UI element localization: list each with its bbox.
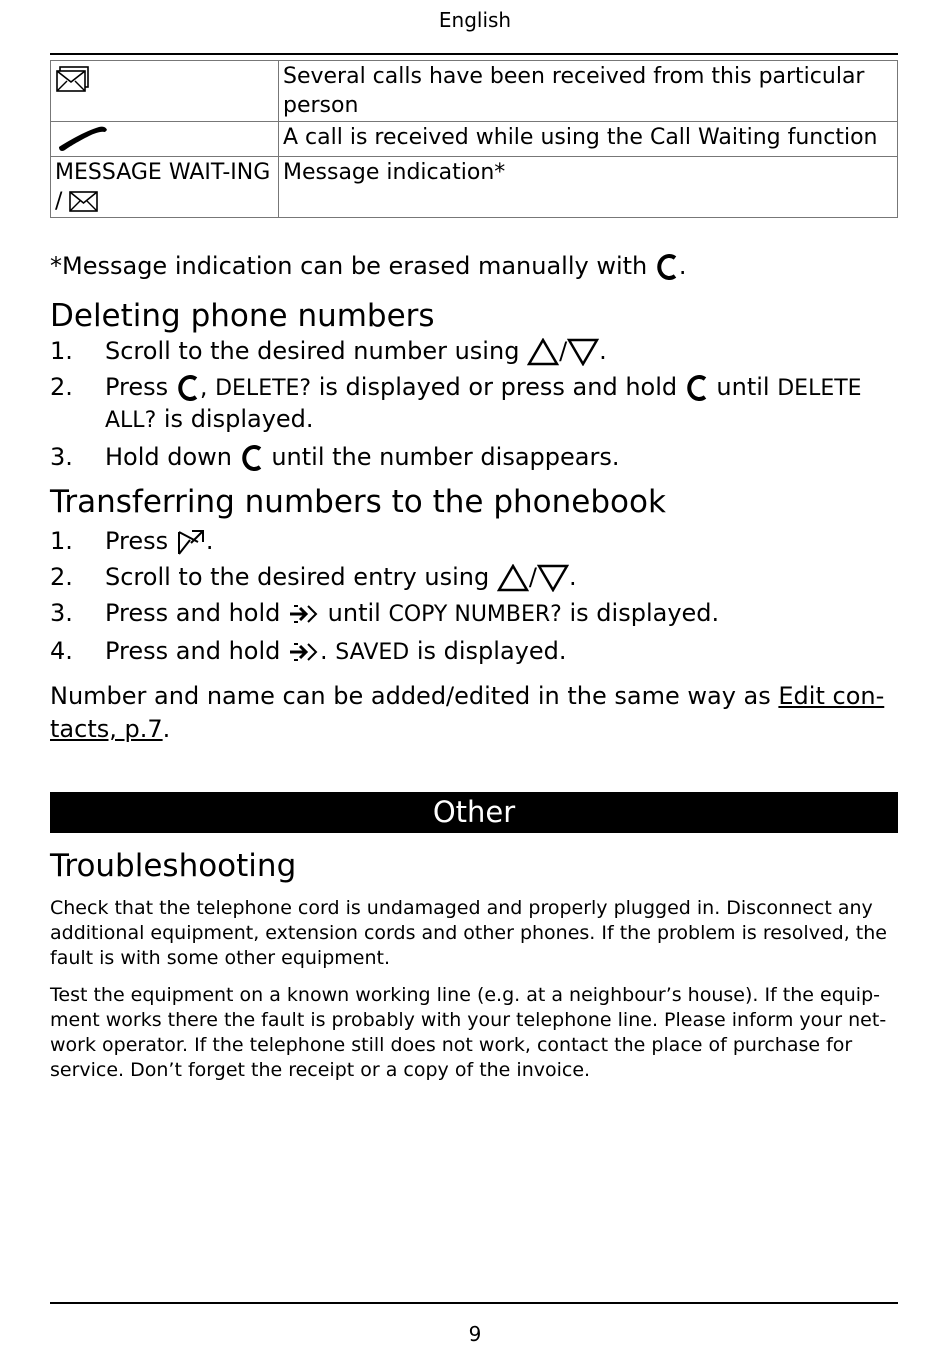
call-list-icon xyxy=(176,528,206,556)
c-key-icon xyxy=(685,373,709,403)
step-number: 1. xyxy=(50,527,73,555)
step-number: 4. xyxy=(50,637,73,665)
step-text: . xyxy=(320,637,328,665)
c-key-icon xyxy=(240,443,264,473)
footnote-text: *Message indication can be erased manually with xyxy=(50,252,648,280)
envelope-icon xyxy=(69,191,99,213)
display-text-delete-all: DELETE ALL? xyxy=(105,376,862,433)
table-cell-description: Message indication* xyxy=(279,157,898,218)
step-text: Press and hold xyxy=(105,599,281,627)
menu-ok-icon xyxy=(288,602,320,626)
list-item xyxy=(50,636,898,668)
step-number: 2. xyxy=(50,563,73,591)
table-cell-label xyxy=(51,157,279,218)
step-number: 2. xyxy=(50,373,73,401)
troubleshooting-paragraph-2: Test the equipment on a known working line (e.g. at a neighbour’s house). If the equip-ment works there the fault is probably with your telephone line. Please inform your net-work operator. If the telephone still does not work, contact the place of purchase for service. Don’t forget the receipt or a copy of the invoice. xyxy=(50,984,887,1081)
arrow-up-icon xyxy=(527,338,559,366)
heading-troubleshooting: Troubleshooting xyxy=(50,848,297,884)
edit-note-period: . xyxy=(162,715,171,743)
arrow-down-icon xyxy=(537,564,569,592)
step-text: . xyxy=(599,337,607,365)
page-number: 9 xyxy=(468,1322,482,1346)
step-text: . xyxy=(568,563,577,591)
list-item xyxy=(50,562,898,592)
footnote xyxy=(50,252,687,282)
step-text: Press xyxy=(105,373,169,401)
table-row xyxy=(51,157,898,218)
c-key-icon xyxy=(176,373,200,403)
step-text: Press xyxy=(105,527,169,555)
slash: / xyxy=(528,563,537,591)
transferring-steps xyxy=(50,526,898,674)
step-text: . xyxy=(205,527,214,555)
list-item xyxy=(50,336,898,366)
list-item xyxy=(50,372,898,436)
step-text: Scroll to the desired entry using xyxy=(105,563,490,591)
list-item xyxy=(50,526,898,556)
arrow-down-icon xyxy=(567,338,599,366)
step-number: 3. xyxy=(50,599,73,627)
step-text: is displayed. xyxy=(569,599,720,627)
section-title-bar: Other xyxy=(50,792,898,833)
step-number: 1. xyxy=(50,337,73,365)
step-text: is displayed. xyxy=(163,405,314,433)
step-text: Hold down xyxy=(105,443,233,471)
heading-deleting: Deleting phone numbers xyxy=(50,298,435,334)
display-text-delete: DELETE? xyxy=(215,376,312,401)
header-rule xyxy=(50,53,898,55)
envelope-stack-icon xyxy=(55,66,91,94)
table-row xyxy=(51,122,898,157)
footer-rule xyxy=(50,1302,898,1304)
table-cell-description: A call is received while using the Call Waiting function xyxy=(279,122,898,157)
arrow-up-icon xyxy=(497,564,529,592)
display-text-copy-number: COPY NUMBER? xyxy=(388,602,562,627)
slash: / xyxy=(559,337,568,365)
menu-ok-icon xyxy=(288,640,320,664)
step-text: , xyxy=(199,373,208,401)
c-key-icon xyxy=(655,252,679,282)
table-cell-description: Several calls have been received from this particular person xyxy=(279,61,898,122)
step-text: is displayed. xyxy=(416,637,567,665)
page-header-language: English xyxy=(438,8,512,32)
step-text: is displayed or press and hold xyxy=(318,373,678,401)
list-item xyxy=(50,442,898,473)
edit-contacts-link[interactable]: Edit con-tacts, p.7 xyxy=(50,682,885,743)
phone-handset-icon xyxy=(55,123,111,153)
heading-transferring: Transferring numbers to the phonebook xyxy=(50,484,666,520)
deleting-steps xyxy=(50,336,898,479)
edit-note-text: Number and name can be added/edited in the same way as xyxy=(50,682,771,710)
display-text-saved: SAVED xyxy=(335,640,410,665)
edit-note xyxy=(50,680,898,746)
footnote-period: . xyxy=(678,252,687,280)
step-text: until xyxy=(716,373,770,401)
table-cell-icon xyxy=(51,122,279,157)
table-cell-icon xyxy=(51,61,279,122)
list-item xyxy=(50,598,898,630)
message-waiting-label: MESSAGE WAIT-ING / xyxy=(55,160,271,214)
indicator-table xyxy=(50,60,898,218)
step-text: Scroll to the desired number using xyxy=(105,337,520,365)
step-text: until xyxy=(327,599,381,627)
step-number: 3. xyxy=(50,443,73,471)
troubleshooting-paragraph-1: Check that the telephone cord is undamaged and properly plugged in. Disconnect any additional equipment, extension cords and other phones. If the problem is resolved, the fault is with some other equipment. xyxy=(50,897,887,969)
step-text: until the number disappears. xyxy=(271,443,620,471)
step-text: Press and hold xyxy=(105,637,281,665)
table-row xyxy=(51,61,898,122)
